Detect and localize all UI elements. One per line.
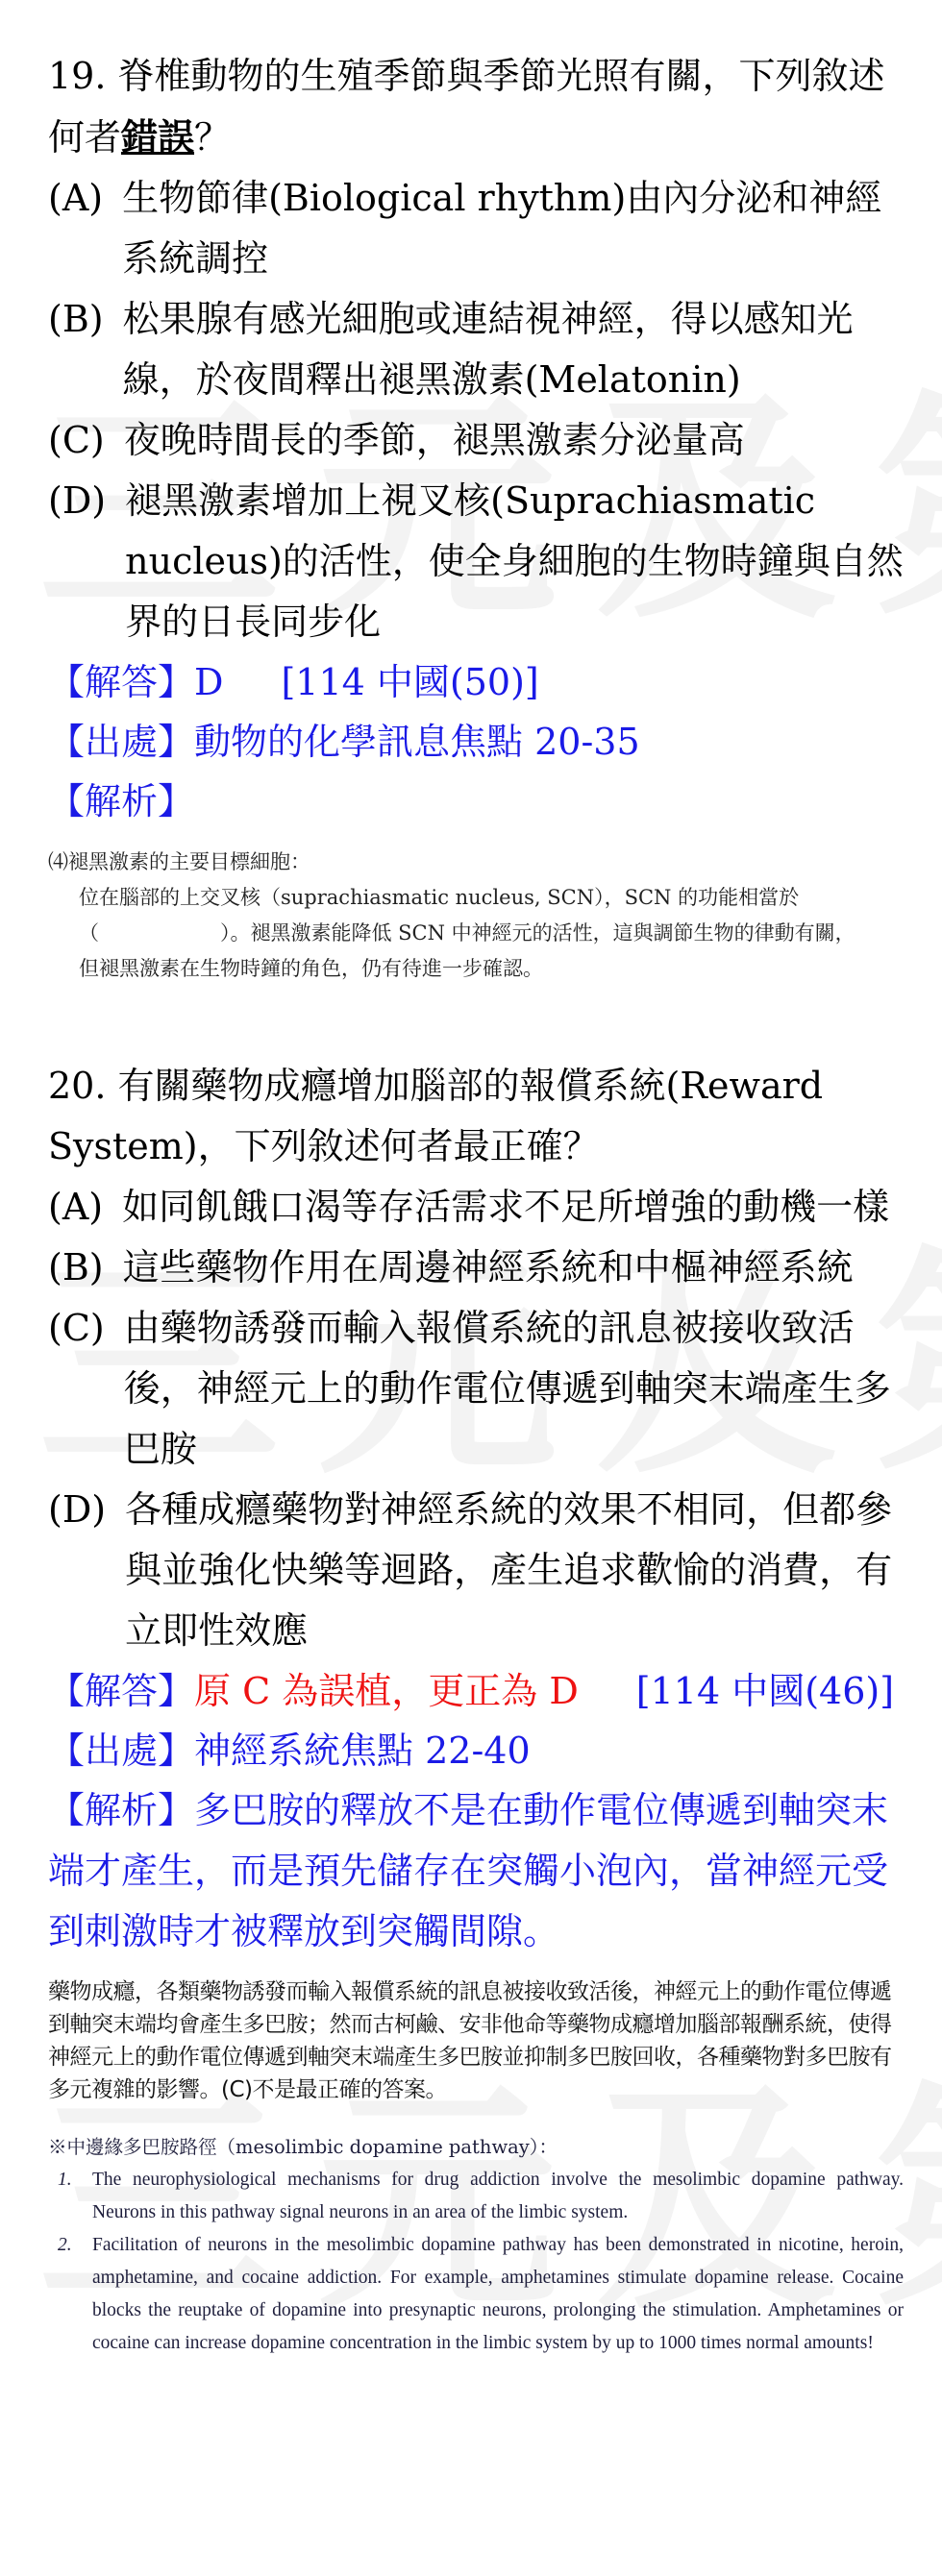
document-page	[48, 46, 904, 2360]
scanned-excerpt-19: ⑷褪黑激素的主要目標細胞： 位在腦部的上交叉核（suprachiasmatic nucleus, SCN），SCN 的功能相當於 （ ）。褪黑激素能降低 SCN 中神經元的活性，這與調節生物的律動有關， 但褪黑激素在生物時鐘的角色，仍有待進一步確認。	[48, 850, 855, 980]
note-heading: ※中邊緣多巴胺路徑（mesolimbic dopamine pathway）：	[48, 2136, 558, 2158]
note-item: 1. The neurophysiological mechanisms for drug addiction involve the mesolimbic dopamine pathway. Neurons in this pathway signal neurons in an area of the limbic system.	[58, 2170, 904, 2222]
option-a: (A) 如同飢餓口渴等存活需求不足所增強的動機一樣	[48, 1186, 890, 1228]
option-b: (B) 松果腺有感光細胞或連結視神經，得以感知光線，於夜間釋出褪黑激素(Melatonin)	[48, 298, 854, 401]
option-a: (A) 生物節律(Biological rhythm)由內分泌和神經系統調控	[48, 177, 882, 280]
note-item: 2. Facilitation of neurons in the mesolimbic dopamine pathway has been demonstrated in nicotine, heroin, amphetamine, and cocaine addiction. For example, amphetamines stimulate dopamine release. Cocaine blocks the reuptake of dopamine into presynaptic neurons, prolonging the stimulation. Amphetamines or cocaine can increase dopamine concentration in the limbic system by up to 1000 times normal amounts!	[58, 2235, 904, 2353]
stem-emphasis: 錯誤	[121, 115, 195, 159]
question-20	[48, 1056, 904, 1661]
option-c: (C) 夜晚時間長的季節，褪黑激素分泌量高	[48, 419, 745, 461]
scanned-excerpt-20: 藥物成癮，各類藥物誘發而輸入報償系統的訊息被接收致活後，神經元上的動作電位傳遞到軸突末端均會產生多巴胺；然而古柯鹼、安非他命等藥物成癮增加腦部報酬系統，使得神經元上的動作電位傳遞到軸突末端產生多巴胺並抑制多巴胺回收，各種藥物對多巴胺有多元複雜的影響。(C)不是最正確的答案。	[48, 1979, 892, 2102]
question-19	[48, 46, 904, 652]
analysis-20: 【解析】多巴胺的釋放不是在動作電位傳遞到軸突末端才產生，而是預先儲存在突觸小泡內，當神經元受到刺激時才被釋放到突觸間隙。	[48, 1789, 889, 1952]
question-19-stem: 19. 脊椎動物的生殖季節與季節光照有關，下列敘述何者錯誤？	[48, 55, 885, 159]
dopamine-pathway-note	[48, 2131, 904, 2360]
answer-19: 【解答】D [114 中國(50)]	[48, 661, 539, 703]
option-d: (D) 褪黑激素增加上視叉核(Suprachiasmatic nucleus)的活性，使全身細胞的生物時鐘與自然界的日長同步化	[48, 479, 904, 643]
answer-20: 【解答】原 C 為誤植，更正為 D [114 中國(46)]	[48, 1670, 895, 1712]
question-20-stem: 20. 有關藥物成癮增加腦部的報償系統(Reward System)，下列敘述何者最正確？	[48, 1065, 824, 1167]
analysis-19-label: 【解析】	[48, 780, 195, 822]
source-19: 【出處】動物的化學訊息焦點 20-35	[48, 721, 640, 763]
option-c: (C) 由藥物誘發而輸入報償系統的訊息被接收致活後，神經元上的動作電位傳遞到軸突末端產生多巴胺	[48, 1307, 891, 1470]
option-b: (B) 這些藥物作用在周邊神經系統和中樞神經系統	[48, 1246, 854, 1288]
option-d: (D) 各種成癮藥物對神經系統的效果不相同，但都參與並強化快樂等迴路，產生追求歡愉的消費，有立即性效應	[48, 1488, 893, 1652]
source-20: 【出處】神經系統焦點 22-40	[48, 1730, 531, 1772]
